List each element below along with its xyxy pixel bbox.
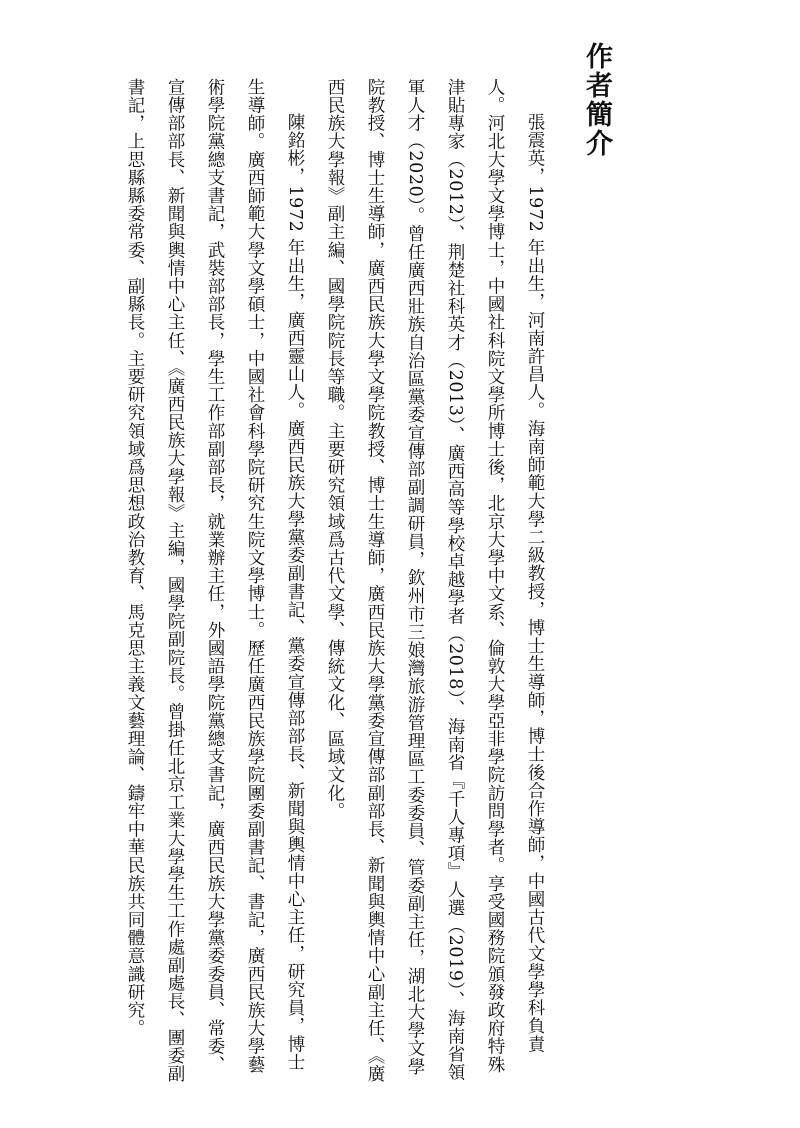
author-bio-text (115, 78, 555, 1088)
author-bio-paragraph-zhang: 張震英，1972 年出生，河南許昌人。海南師範大學二級教授，博士生導師，博士後合作導師，中國古代文學學科負責人。河北大學文學博士，中國社科院文學所博士後，北京大學中文系、倫敦大學亞非學院訪問學者。享受國務院頒發政府特殊津貼專家（2012）、荆楚社科英才（2013）、廣西高等學校卓越學者（2018）、海南省『千人專項』人選（2019）、海南省領軍人才（2020）。曾任廣西壯族自治區黨委宣傳部副調研員，欽州市三娘灣旅游管理區工委委員、管委副主任，湖北大學文學院教授、博士生導師，廣西民族大學文學院教授、博士生導師，廣西民族大學黨委宣傳部副部長、新聞與輿情中心副主任、《廣西民族大學報》副主編、國學院院長等職。主要研究領域爲古代文學、傳統文化、區域文化。 (325, 78, 545, 1083)
author-bio-paragraph-chen: 陳銘彬，1972 年出生，廣西靈山人。廣西民族大學黨委副書記、黨委宣傳部部長、新聞與輿情中心主任，研究員，博士生導師。廣西師範大學文學碩士，中國社會科學院研究生院文學博士。歷任廣西民族學院團委副書記、書記，廣西民族大學藝術學院黨總支書記，武裝部部長，學生工作部副部長，就業辦主任，外國語學院黨總支書記，廣西民族大學黨委委員、常委、宣傳部部長、新聞與輿情中心主任、《廣西民族大學報》主編，國學院副院長。曾掛任北京工業大學學生工作處副處長、團委副書記，上思縣縣委常委、副縣長。主要研究領域爲思想政治教育、馬克思主義文藝理論、鑄牢中華民族共同體意識研究。 (125, 78, 305, 1083)
page-title: 作者簡介 (581, 42, 612, 158)
